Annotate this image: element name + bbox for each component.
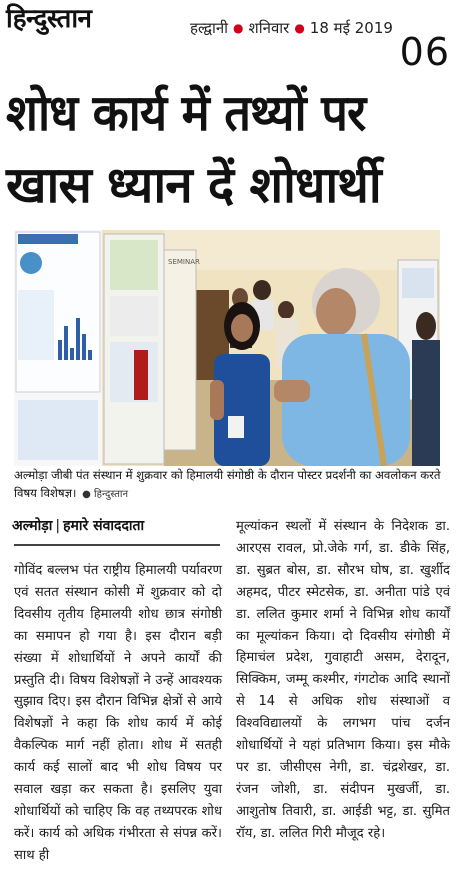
- byline-reporter: हमारे संवाददाता: [63, 518, 145, 534]
- article-column-right: [236, 516, 450, 845]
- news-photo: [14, 230, 440, 466]
- newspaper-brand: हिन्दुस्तान: [6, 4, 92, 34]
- dateline-date: 18 मई 2019: [309, 19, 393, 37]
- headline-line-2: खास ध्यान दें शोधार्थी: [6, 156, 381, 214]
- photo-caption: [14, 466, 446, 504]
- dateline-day: शनिवार: [248, 19, 290, 37]
- article-paragraph-left: गोविंद बल्लभ पंत राष्ट्रीय हिमालयी पर्यावरण एवं सतत संस्थान कोसी में शुक्रवार को दो दिवसीय तृतीय हिमालयी शोध छात्र संगोष्ठी का समापन हो गया है। इस दौरान बड़ी संख्या में शोधार्थियों ने अपने कार्यों की प्रस्तुति दी। विषय विशेषज्ञों ने उन्हें आवश्यक सुझाव दिए। इस दौरान विभिन्न क्षेत्रों से आये विशेषज्ञों ने कहा कि शोध कार्य में कोई वैकल्पिक मार्ग नहीं होता। शोध में सतही कार्य कई सालों बाद भी शोध विषय पर सवाल खड़ा कर सकता है। इसलिए युवा शोधार्थियों को चाहिए कि वह तथ्यपरक शोध करें। कार्य को अधिक गंभीरता से संपन्न करें। साथ ही: [14, 563, 222, 863]
- dateline-city: हल्द्वानी: [190, 19, 229, 37]
- article-column-left: [14, 560, 222, 867]
- poster-label: SEMINAR: [168, 258, 200, 266]
- photo-credit: ● हिन्दुस्तान: [82, 489, 129, 500]
- headline-line-1: शोध कार्य में तथ्यों पर: [6, 84, 366, 142]
- bullet-dot-icon: ●: [233, 21, 244, 35]
- byline-place: अल्मोड़ा: [12, 518, 53, 534]
- article-paragraph-right: मूल्यांकन स्थलों में संस्थान के निदेशक डा. आरएस रावल, प्रो.जेके गर्ग, डा. डीके सिंह, डा. सुब्रत बोस, डा. सौरभ घोष, डा. खुर्शीद अहमद, पीटर स्मेटसेक, डा. अनीता पांडे एवं डा. ललित कुमार शर्मा ने विभिन्न शोध कार्यों का मूल्यांकन किया। दो दिवसीय संगोष्ठी में हिमाचंल प्रदेश, गुवाहाटी असम, देरादून, सिक्किम, जम्मू कश्मीर, गंगटोक आदि स्थानों से 14 से अधिक शोध संस्थाओं व विश्वविद्यालयों के लगभग पांच दर्जन शोधार्थियों ने यहां प्रतिभाग किया। इस मौके पर डा. जीसीएस नेगी, डा. चंद्रशेखर, डा. रंजन जोशी, डा. संदीपन मुखर्जी, डा. आशुतोष तिवारी, डा. आईडी भट्ट, डा. सुमित रॉय, डा. ललित गिरी मौजूद रहे।: [236, 519, 450, 841]
- dateline: [190, 18, 393, 38]
- photo-illustration: [14, 230, 440, 466]
- byline-rule: [14, 544, 220, 546]
- masthead: [0, 0, 458, 74]
- byline-separator: |: [55, 518, 61, 534]
- byline: [12, 516, 144, 535]
- caption-text: अल्मोड़ा जीबी पंत संस्थान में शुक्रवार को हिमालयी संगोष्ठी के दौरान पोस्टर प्रदर्शनी का अवलोकन करते विषय विशेषज्ञ।: [14, 468, 441, 500]
- bullet-dot-icon: ●: [294, 21, 305, 35]
- page-number: 06: [399, 30, 450, 74]
